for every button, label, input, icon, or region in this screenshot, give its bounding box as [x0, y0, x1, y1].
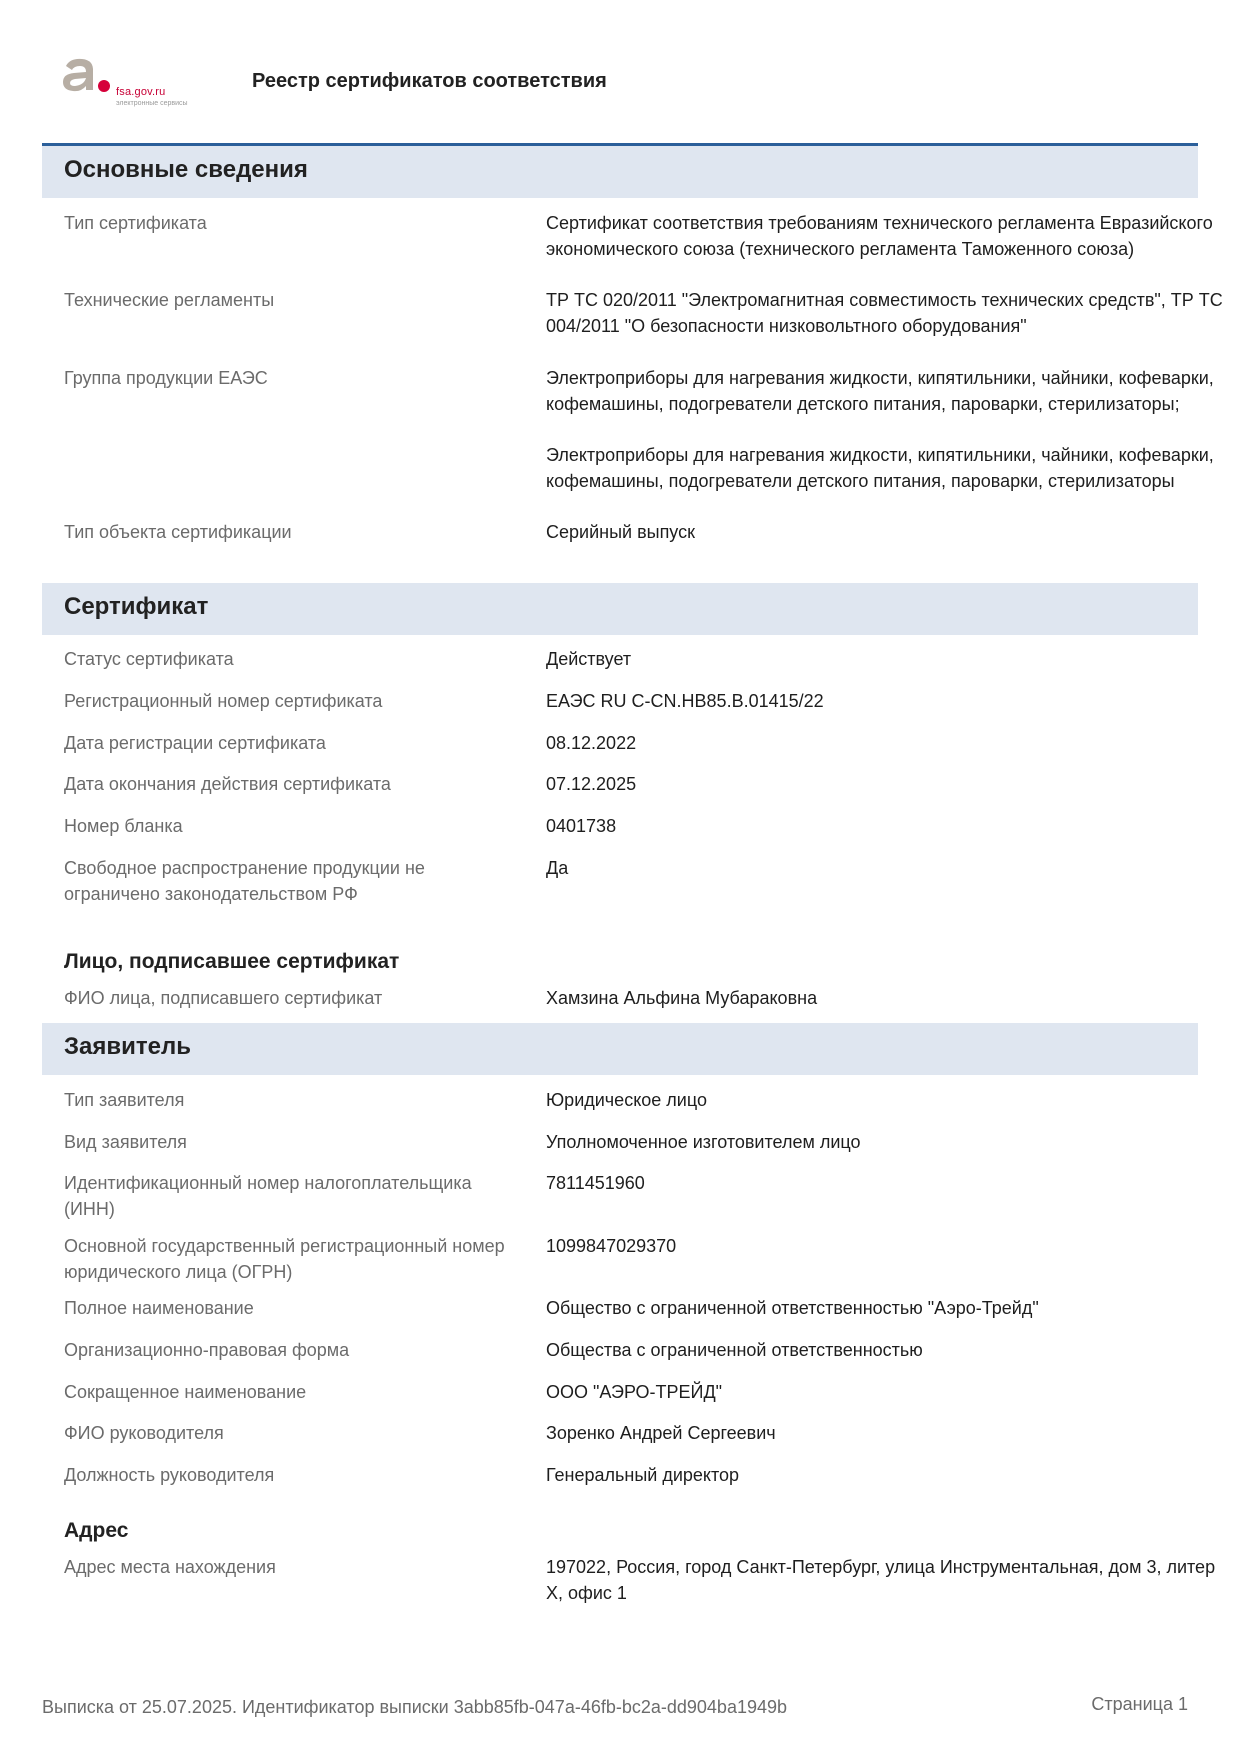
field-label: Тип заявителя	[64, 1090, 185, 1110]
section-title: Заявитель	[64, 1033, 191, 1060]
field-value: Генеральный директор	[546, 1465, 740, 1485]
field-label: Вид заявителя	[64, 1132, 187, 1152]
field-value: 08.12.2022	[546, 733, 637, 753]
section-header	[42, 146, 1198, 198]
section-header	[42, 583, 1198, 635]
field-value: Хамзина Альфина Мубараковна	[546, 988, 818, 1008]
field-label: Регистрационный номер сертификата	[64, 691, 383, 711]
field-value: Да	[546, 858, 569, 878]
field-label: Дата регистрации сертификата	[64, 733, 326, 753]
field-label: Группа продукции ЕАЭС	[64, 368, 268, 388]
field-value: Электроприборы для нагревания жидкости, кипятильники, чайники, кофеварки, кофемашины, подогреватели детского питания, пароварки, стерилизаторы	[546, 445, 1214, 491]
field-label: Номер бланка	[64, 816, 183, 836]
logo-subtitle: электронные сервисы	[116, 100, 188, 107]
section-title: Сертификат	[64, 593, 209, 620]
field-label: Статус сертификата	[64, 649, 234, 669]
field-value: Общество с ограниченной ответственностью "Аэро-Трейд"	[546, 1298, 1039, 1318]
section-header	[42, 1023, 1198, 1075]
field-value: ЕАЭС RU C-CN.НВ85.В.01415/22	[546, 691, 824, 711]
field-label: ФИО лица, подписавшего сертификат	[64, 988, 383, 1008]
field-label: Тип объекта сертификации	[64, 522, 292, 542]
field-value: 1099847029370	[546, 1236, 677, 1256]
page-header	[58, 56, 1178, 116]
field-value: ООО "АЭРО-ТРЕЙД"	[546, 1382, 723, 1402]
field-value: Юридическое лицо	[546, 1090, 707, 1110]
field-label: Адрес места нахождения	[64, 1557, 276, 1577]
status-value: Действует	[546, 649, 632, 669]
field-label: Дата окончания действия сертификата	[64, 774, 391, 794]
footer-page-number: Страница 1	[1091, 1694, 1188, 1714]
section-title: Основные сведения	[64, 156, 308, 183]
field-value: Электроприборы для нагревания жидкости, кипятильники, чайники, кофеварки, кофемашины, подогреватели детского питания, пароварки, стерилизаторы;	[546, 368, 1214, 414]
field-label: Организационно-правовая форма	[64, 1340, 350, 1360]
logo-text: fsa.gov.ru	[116, 86, 166, 98]
fsa-logo[interactable]	[60, 56, 240, 112]
field-value: Зоренко Андрей Сергеевич	[546, 1423, 776, 1443]
page-title: Реестр сертификатов соответствия	[252, 70, 607, 92]
field-value: 7811451960	[546, 1173, 645, 1193]
field-label: Полное наименование	[64, 1298, 254, 1318]
field-label: Должность руководителя	[64, 1465, 275, 1485]
field-value: Общества с ограниченной ответственностью	[546, 1340, 923, 1360]
field-label: Тип сертификата	[64, 213, 207, 233]
field-value: Серийный выпуск	[546, 522, 695, 542]
field-value: 0401738	[546, 816, 617, 836]
field-label: Свободное распространение продукции не ограничено законодательством РФ	[64, 858, 425, 904]
field-label: Идентификационный номер налогоплательщика (ИНН)	[64, 1173, 472, 1219]
field-value: Сертификат соответствия требованиям технического регламента Евразийского экономического союза (технического регламента Таможенного союза)	[546, 213, 1213, 259]
section-basic-info	[42, 146, 1223, 542]
field-label: Сокращенное наименование	[64, 1382, 307, 1402]
field-value: 197022, Россия, город Санкт-Петербург, улица Инструментальная, дом 3, литер Х, офис 1	[546, 1557, 1216, 1603]
fsa-logo-icon	[60, 56, 116, 100]
field-label: Технические регламенты	[64, 290, 275, 310]
section-applicant	[42, 1023, 1216, 1603]
subsection-title: Адрес	[64, 1519, 129, 1542]
field-label: ФИО руководителя	[64, 1423, 224, 1443]
field-value: Уполномоченное изготовителем лицо	[546, 1132, 861, 1152]
subsection-title: Лицо, подписавшее сертификат	[64, 950, 400, 973]
field-label: Основной государственный регистрационный номер юридического лица (ОГРН)	[64, 1236, 505, 1282]
field-value: ТР ТС 020/2011 "Электромагнитная совместимость технических средств", ТР ТС 004/2011 "О безопасности низковольтного оборудования"	[546, 290, 1223, 336]
section-certificate	[42, 583, 1198, 1008]
field-value: 07.12.2025	[546, 774, 637, 794]
footer-extract-id: Выписка от 25.07.2025. Идентификатор выписки 3abb85fb-047a-46fb-bc2a-dd904ba1949b	[42, 1697, 788, 1717]
